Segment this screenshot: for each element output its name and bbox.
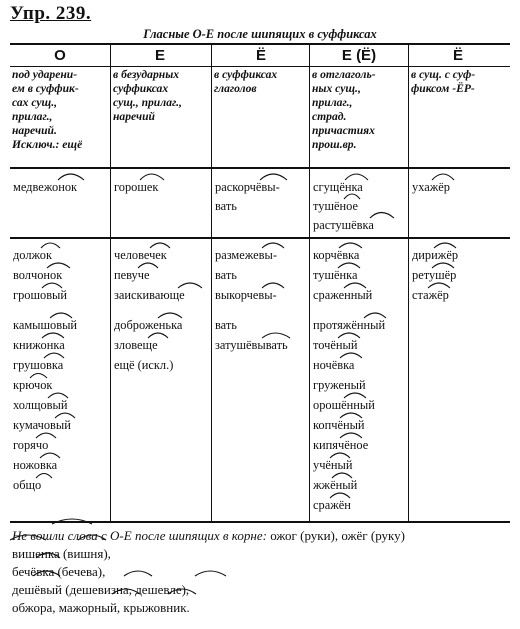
example-word: ножовка bbox=[13, 458, 58, 472]
header-bottom-rule bbox=[10, 66, 510, 67]
desc-bottom-rule bbox=[10, 167, 510, 169]
example-word: горошек bbox=[114, 180, 159, 194]
column-desc-yo-verbs: в суффиксах глаголов bbox=[214, 68, 278, 95]
example-word: медвежонок bbox=[13, 180, 78, 194]
column-desc-yo-er: в сущ. с суф- фиксом -ЁР- bbox=[411, 68, 476, 95]
example-word: грушовка bbox=[13, 358, 64, 372]
example-word: протяжённый bbox=[313, 318, 386, 332]
example-word: кипячёное bbox=[313, 438, 369, 452]
example-word: стажёр bbox=[412, 288, 449, 302]
column-divider bbox=[110, 44, 111, 521]
example-word: сгущёнка bbox=[313, 180, 363, 194]
example-word: растушёвка bbox=[313, 218, 374, 232]
example-word: холщовый bbox=[13, 398, 68, 412]
note-intro: Не вошли слова с О-Е после шипящих в корне: bbox=[12, 528, 267, 543]
example-word: ночёвка bbox=[313, 358, 355, 372]
example-word: общо bbox=[13, 478, 42, 492]
example-word: корчёвка bbox=[313, 248, 360, 262]
column-header-yo-er: Ё bbox=[452, 47, 464, 64]
example-word: ещё (искл.) bbox=[114, 358, 174, 372]
example-word: вать bbox=[215, 318, 237, 332]
note-line: бечёвка (бечева), bbox=[12, 564, 106, 579]
example-word: крючок bbox=[13, 378, 53, 392]
example-word: раскорчёвы- bbox=[215, 180, 280, 194]
example-word: человечек bbox=[114, 248, 167, 262]
column-desc-o: под ударени- ем в суффик- сах сущ., прилаг., наречий. Исключ.: ещё bbox=[12, 68, 83, 151]
note-line: обжора, мажорный, крыжовник. bbox=[12, 600, 190, 615]
example-word: размежевы- bbox=[215, 248, 277, 262]
note-line: вишенка (вишня), bbox=[12, 546, 111, 561]
example-word: выкорчевы- bbox=[215, 288, 277, 302]
column-header-o: О bbox=[54, 47, 66, 64]
example-word: доброженька bbox=[114, 318, 183, 332]
example-word: вать bbox=[215, 199, 237, 213]
example-word: тушёнка bbox=[313, 268, 358, 282]
table-top-rule bbox=[10, 43, 510, 45]
column-desc-e-yo: в отглаголь- ных сущ., прилаг., страд. причастиях прош.вр. bbox=[312, 68, 376, 151]
table-bottom-rule bbox=[10, 521, 510, 523]
example-word: учёный bbox=[313, 458, 353, 472]
example-word: вать bbox=[215, 268, 237, 282]
example-word: сраженный bbox=[313, 288, 373, 302]
column-divider bbox=[408, 44, 409, 521]
example-word: жжёный bbox=[313, 478, 358, 492]
example-word: сражён bbox=[313, 498, 351, 512]
example-word: заискивающе bbox=[114, 288, 185, 302]
column-divider bbox=[309, 44, 310, 521]
example-word: кумачовый bbox=[13, 418, 71, 432]
example-word: певуче bbox=[114, 268, 150, 282]
example-word: должок bbox=[13, 248, 52, 262]
example-word: точёный bbox=[313, 338, 358, 352]
example-word: ретушёр bbox=[412, 268, 457, 282]
exercise-number: Упр. 239. bbox=[10, 3, 92, 24]
example-word: орошённый bbox=[313, 398, 375, 412]
block1-bottom-rule bbox=[10, 237, 510, 239]
example-word: копчёный bbox=[313, 418, 365, 432]
example-word: ухажёр bbox=[412, 180, 450, 194]
example-word: груженый bbox=[313, 378, 366, 392]
note-line: дешёвый (дешевизна, дешевле), bbox=[12, 582, 190, 597]
example-word: камышовый bbox=[13, 318, 78, 332]
example-word: книжонка bbox=[13, 338, 65, 352]
example-word: грошовый bbox=[13, 288, 68, 302]
note-line: ожог (руки), ожёг (руку) bbox=[270, 528, 406, 543]
example-word: горячо bbox=[13, 438, 49, 452]
example-word: тушёное bbox=[313, 199, 358, 213]
column-header-e-yo: Е (Ё) bbox=[341, 47, 377, 64]
column-header-e: Е bbox=[154, 47, 165, 64]
example-word: волчонок bbox=[13, 268, 63, 282]
example-word: дирижёр bbox=[412, 248, 459, 262]
example-word: затушёвывать bbox=[215, 338, 288, 352]
example-word: зловеще bbox=[114, 338, 158, 352]
table-title: Гласные О-Е после шипящих в суффиксах bbox=[143, 27, 377, 41]
column-desc-e: в безударных суффиксах сущ., прилаг., наречий bbox=[113, 68, 182, 123]
column-divider bbox=[211, 44, 212, 521]
excluded-words-note bbox=[12, 527, 405, 545]
column-header-yo-verbs: Ё bbox=[255, 47, 267, 64]
